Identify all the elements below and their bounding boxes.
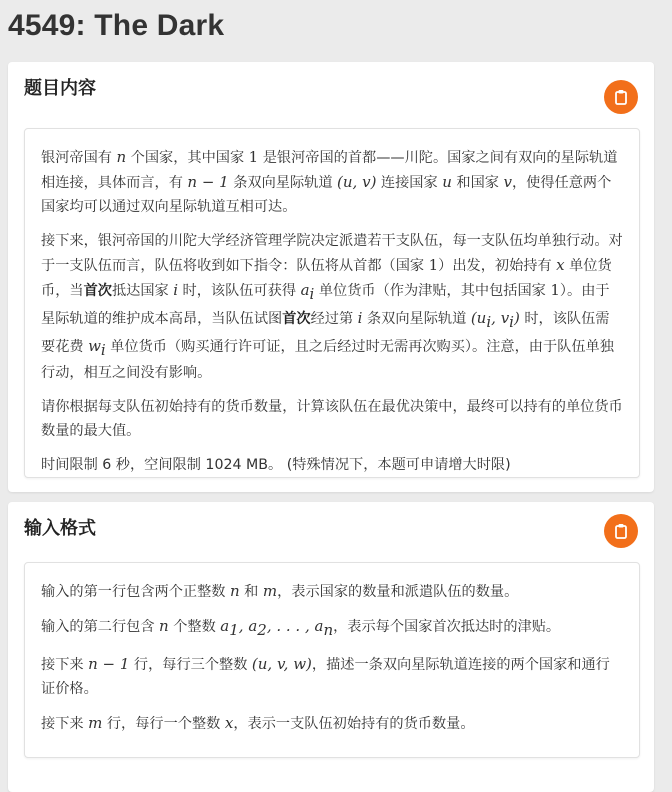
section-header: 题目内容 (24, 78, 96, 99)
page-title: 4549: The Dark (8, 9, 225, 42)
input-format-paragraph: 接下来 m 行，每行一个整数 x，表示一支队伍初始持有的货币数量。 (41, 713, 475, 732)
input-format-paragraph: 输入的第一行包含两个正整数 n 和 m，表示国家的数量和派遣队伍的数量。 (41, 582, 519, 600)
description-paragraph: 请你根据每支队伍初始持有的货币数量，计算该队伍在最优决策中，最终可以持有的单位货币数量的最大值。 (41, 399, 623, 440)
section-header: 输入格式 (24, 518, 96, 539)
copy-description-button[interactable] (604, 80, 638, 114)
description-content (24, 128, 640, 478)
clipboard-icon (614, 523, 628, 539)
problem-description-panel (8, 62, 654, 492)
input-format-paragraph: 接下来 n − 1 行，每行三个整数 (u, v, w)，描述一条双向星际轨道连接的两个国家和通行证价格。 (41, 654, 610, 697)
description-paragraph: 接下来，银河帝国的川陀大学经济管理学院决定派遣若干支队伍，每一支队伍均单独行动。对于一支队伍而言，队伍将收到如下指令：队伍将从首都（国家 1）出发，初始持有 x 单位货币，当首次抵达国家 i 时，该队伍可获得 $a_i$ 单位货币（作为津贴，其中包括国家 1）。由于星际轨道的维护成本高昂，当队伍试图首次经过第 i 条双向星际轨道 ($u_i$, $v_i$) 时，该队伍需要花费 $w_i$ 单位货币（购买通行许可证，且之后经过时无需再次购买）。注意，由于队伍单独行动，相互之间没有影响。 (41, 233, 623, 382)
copy-input-format-button[interactable] (604, 514, 638, 548)
input-format-panel (8, 502, 654, 792)
limits-text: 时间限制 6 秒，空间限制 1024 MB。 (特殊情况下，本题可申请增大时限) (41, 457, 511, 474)
description-paragraph: 银河帝国有 n 个国家，其中国家 1 是银河帝国的首都——川陀。国家之间有双向的星际轨道相连接，具体而言，有 n − 1 条双向星际轨道 (u, v) 连接国家 u 和国家 v，使得任意两个国家均可以通过双向星际轨道互相可达。 (41, 148, 618, 215)
input-format-content (24, 562, 640, 758)
input-format-paragraph: 输入的第二行包含 n 个整数 $a_1$, $a_2$, . . . , $a_n$，表示每个国家首次抵达时的津贴。 (41, 617, 561, 639)
clipboard-icon (614, 89, 628, 105)
